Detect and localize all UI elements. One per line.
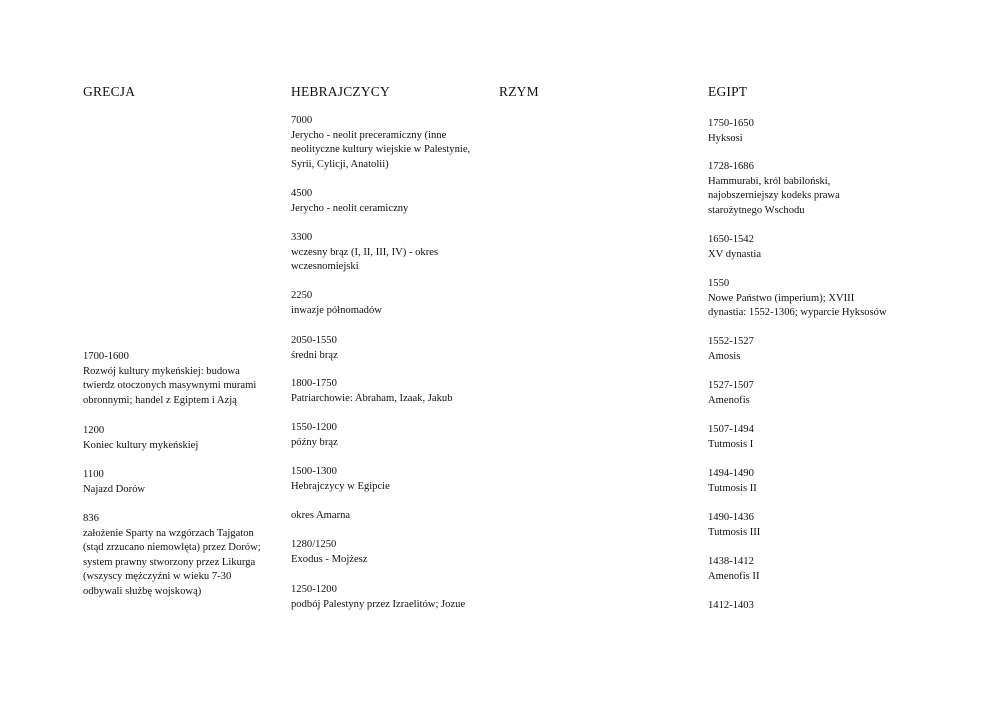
timeline-entry [708,599,754,614]
timeline-entry [708,233,761,262]
entry-date: 1412-1403 [708,600,754,611]
entry-text-line: Tutmosis III [708,526,761,538]
timeline-entry [708,423,754,452]
entry-text-line: najobszerniejszy kodeks prawa [708,190,840,202]
timeline-entry [708,511,760,540]
entry-text-line: podbój Palestyny przez Izraelitów; Jozue [291,598,466,610]
timeline-entry [83,468,145,497]
entry-date: 1552-1527 [708,336,754,347]
timeline-entry [83,350,256,408]
entry-text-line: Amosis [708,350,741,362]
entry-text-line: Hyksosi [708,132,743,144]
entry-date: 1250-1200 [291,584,337,595]
entry-text-line: odbywali służbę wojskową) [83,585,202,597]
entry-date: 836 [83,513,99,524]
timeline-entry [708,160,840,218]
timeline-entry [291,509,350,524]
entry-date: 1507-1494 [708,424,754,435]
timeline-entry [291,289,382,318]
entry-text-line: dynastia: 1552-1306; wyparcie Hyksosów [708,307,887,319]
entry-text-line: założenie Sparty na wzgórzach Tajgaton [83,527,254,539]
timeline-entry [83,512,261,600]
entry-date: 3300 [291,232,313,243]
entry-text-line: wczesnomiejski [291,261,359,273]
entry-date: 1750-1650 [708,118,754,129]
heading-egipt: EGIPT [708,84,748,99]
entry-text-line: inwazje półnomadów [291,304,382,316]
timeline-entry [708,117,754,146]
entry-text-line: obronnymi; handel z Egiptem i Azją [83,394,237,406]
entry-text-line: Tutmosis II [708,482,757,494]
timeline-entry [291,583,465,612]
entry-date: 1800-1750 [291,378,337,389]
entry-text-line: Amenofis II [708,570,760,582]
entry-text-line: Jerycho - neolit ceramiczny [291,202,409,214]
heading-grecja: GRECJA [83,84,136,99]
entry-date: 1280/1250 [291,539,337,550]
entry-text-line: Patriarchowie: Abraham, Izaak, Jakub [291,392,453,404]
heading-hebrajczycy: HEBRAJCZYCY [291,84,390,99]
entry-date: 2050-1550 [291,335,337,346]
entry-text-line: Hebrajczycy w Egipcie [291,480,390,492]
entry-date: 1438-1412 [708,556,754,567]
entry-text-line: Nowe Państwo (imperium); XVIII [708,292,855,304]
heading-rzym: RZYM [499,84,539,99]
entry-text-line: twierdz otoczonych masywnymi murami [83,380,257,392]
entry-text-line: (wszyscy mężczyźni w wieku 7-30 [83,571,232,583]
timeline-entry [708,277,887,321]
entry-date: 1550-1200 [291,422,337,433]
entry-text-line: XV dynastia [708,248,762,260]
timeline-entry [291,377,453,406]
timeline-entry [708,379,754,408]
entry-date: 1500-1300 [291,466,337,477]
entry-date: 1700-1600 [83,351,129,362]
entry-text-line: starożytnego Wschodu [708,204,805,216]
entry-text-line: okres Amarna [291,510,351,521]
entry-text-line: system prawny stworzony przez Likurga [83,556,256,568]
entry-text-line: Syrii, Cylicji, Anatolii) [291,158,389,170]
entry-date: 1494-1490 [708,468,754,479]
entry-text-line: Tutmosis I [708,438,754,450]
entry-text-line: Najazd Dorów [83,483,146,495]
timeline-entry [291,231,438,275]
timeline-entry [291,421,338,450]
timeline-entry [708,467,757,496]
entry-date: 4500 [291,188,313,199]
timeline-entry [708,555,759,584]
entry-text-line: neolityczne kultury wiejskie w Palestynie, [291,144,471,156]
entry-text-line: wczesny brąz (I, II, III, IV) - okres [291,246,439,258]
entry-date: 2250 [291,290,313,301]
entry-date: 1100 [83,469,104,480]
entry-text-line: Hammurabi, król babiloński, [708,175,831,187]
timeline-entry [291,187,408,216]
entry-date: 1527-1507 [708,380,754,391]
entry-text-line: Amenofis [708,394,750,406]
timeline-entry [291,465,390,494]
timeline-entry [83,424,198,453]
entry-date: 1200 [83,425,105,436]
entry-date: 1490-1436 [708,512,754,523]
entry-text-line: Jerycho - neolit preceramiczny (inne [291,129,447,141]
entry-text-line: (stąd zrzucano niemowlęta) przez Dorów; [83,542,261,554]
entry-text-line: Exodus - Mojżesz [291,553,368,565]
timeline-entry [291,334,338,363]
entry-date: 7000 [291,115,313,126]
timeline-entry [291,114,470,172]
entry-text-line: średni brąz [291,349,338,361]
entry-date: 1650-1542 [708,234,754,245]
entry-date: 1550 [708,278,730,289]
entry-text-line: Rozwój kultury mykeńskiej: budowa [83,365,240,377]
entry-date: 1728-1686 [708,161,754,172]
timeline-entry [708,335,754,364]
entry-text-line: Koniec kultury mykeńskiej [83,439,199,451]
entry-text-line: późny brąz [291,436,338,448]
timeline-entry [291,538,368,567]
